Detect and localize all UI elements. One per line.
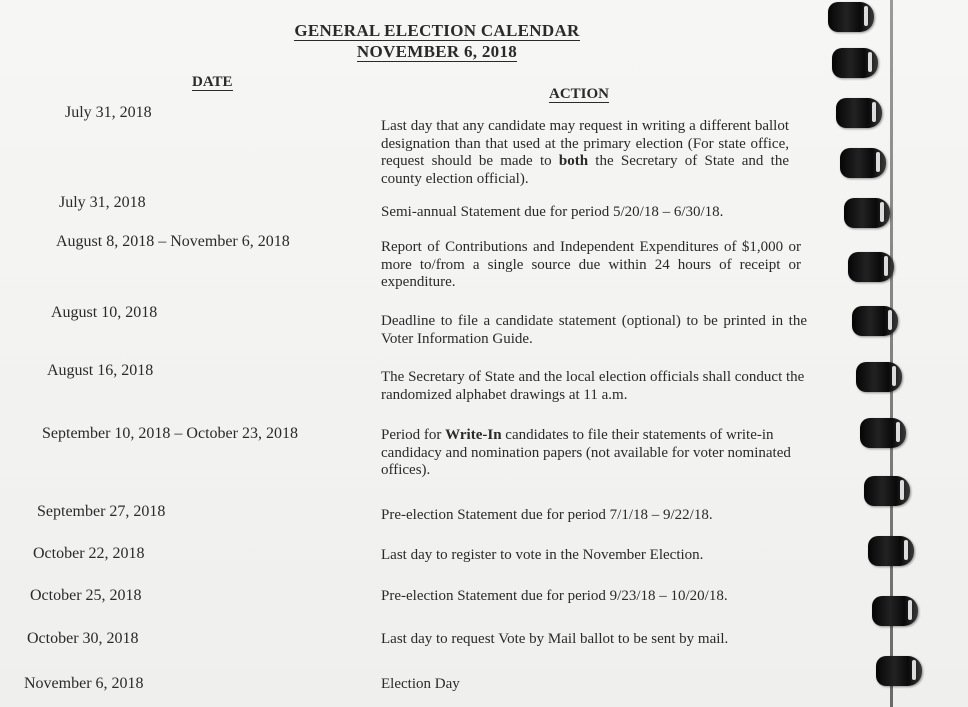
row-action: Deadline to file a candidate statement (optional) to be printed in the Voter Information Guide.: [381, 313, 807, 347]
row-date: October 25, 2018: [30, 587, 142, 604]
row-date: October 22, 2018: [33, 545, 145, 562]
row-action: Last day to register to vote in the November Election.: [381, 547, 704, 563]
title-line-1: GENERAL ELECTION CALENDAR: [294, 21, 580, 40]
binding-ring: [876, 656, 922, 686]
row-action: Last day that any candidate may request in writing a different ballot designation than that used at the primary election (For state office, request should be made to both the Secretary of State and the county election official).: [381, 118, 789, 187]
binding-ring: [836, 98, 882, 128]
binding-ring: [864, 476, 910, 506]
row-date: November 6, 2018: [24, 675, 144, 692]
row-date: September 27, 2018: [37, 503, 166, 520]
row-action: Election Day: [381, 676, 460, 692]
binding-ring: [840, 148, 886, 178]
binding-ring: [844, 198, 890, 228]
binding-ring: [852, 306, 898, 336]
row-action: The Secretary of State and the local election officials shall conduct the randomized alphabet drawings at 11 a.m.: [381, 369, 805, 403]
binding-ring: [832, 48, 878, 78]
binding-ring: [848, 252, 894, 282]
row-date: July 31, 2018: [65, 104, 152, 121]
row-action: Report of Contributions and Independent Expenditures of $1,000 or more to/from a single source due within 24 hours of receipt or expenditure.: [381, 239, 801, 290]
document-title: [276, 20, 598, 62]
row-action: Pre-election Statement due for period 7/1/18 – 9/22/18.: [381, 507, 713, 523]
binding-ring: [856, 362, 902, 392]
row-action: Period for Write-In candidates to file their statements of write-in candidacy and nomination papers (not available for voter nominated offices).: [381, 427, 791, 478]
row-action: Semi-annual Statement due for period 5/20/18 – 6/30/18.: [381, 204, 724, 220]
row-action: Pre-election Statement due for period 9/23/18 – 10/20/18.: [381, 588, 728, 604]
title-line-2: NOVEMBER 6, 2018: [356, 42, 518, 61]
row-date: August 8, 2018 – November 6, 2018: [56, 233, 290, 250]
binding-ring: [828, 2, 874, 32]
row-date: August 16, 2018: [47, 362, 154, 379]
binding-ring: [868, 536, 914, 566]
date-column-header: DATE: [192, 74, 233, 90]
row-date: September 10, 2018 – October 23, 2018: [42, 425, 298, 442]
row-date: August 10, 2018: [51, 304, 158, 321]
row-action: Last day to request Vote by Mail ballot to be sent by mail.: [381, 631, 729, 647]
spiral-binding: [820, 0, 968, 707]
row-date: July 31, 2018: [59, 194, 146, 211]
binding-ring: [860, 418, 906, 448]
action-column-header: ACTION: [549, 86, 610, 102]
binding-ring: [872, 596, 918, 626]
row-date: October 30, 2018: [27, 630, 139, 647]
